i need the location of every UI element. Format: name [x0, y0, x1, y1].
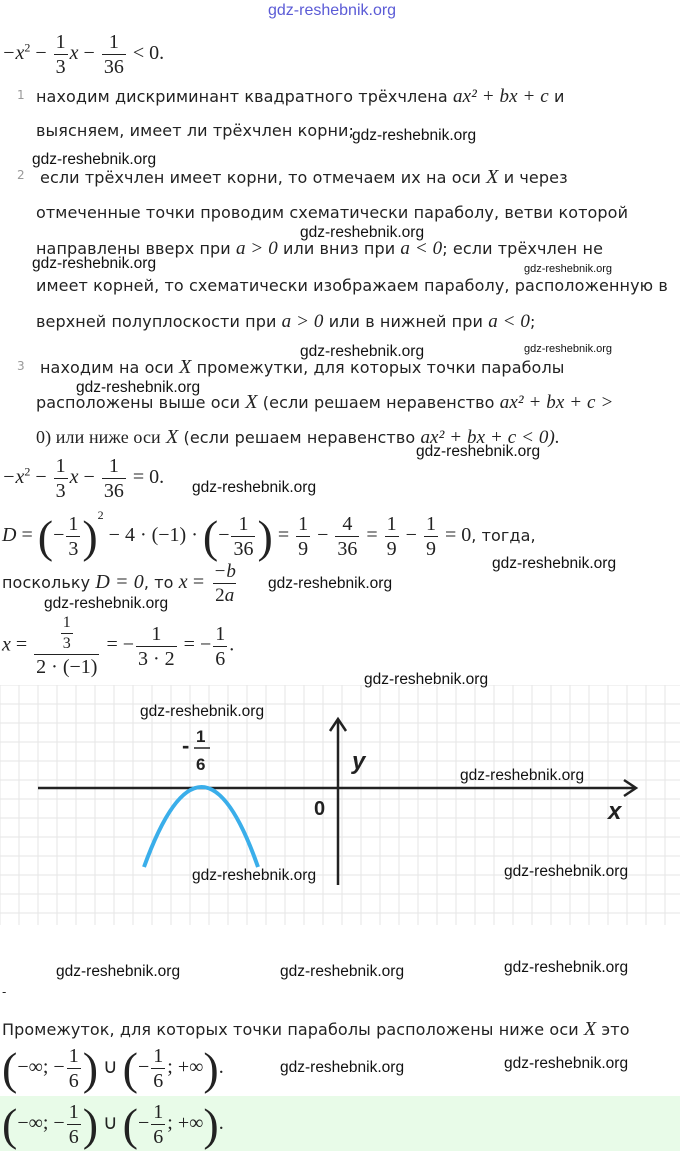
site-header[interactable]: gdz-reshebnik.org	[268, 2, 397, 19]
watermark: gdz-reshebnik.org	[192, 867, 317, 884]
step-3-line-3: 0) или ниже оси X (если решаем неравенство ax² + bx + c < 0).	[36, 426, 560, 448]
watermark: gdz-reshebnik.org	[524, 343, 613, 355]
watermark: gdz-reshebnik.org	[32, 151, 157, 168]
step-1-line-2: выясняем, имеет ли трёхчлен корни;	[36, 121, 355, 140]
step-2-line-3: направлены вверх при a > 0 или вниз при a < 0; если трёхчлен не	[36, 238, 604, 259]
vertex-label-denominator: 6	[196, 755, 206, 774]
conclusion-text: Промежуток, для которых точки параболы расположены ниже оси X это	[2, 1018, 630, 1040]
interval-answer: (−∞; − $\frac{1}{6}$ ) ∪ (− $\frac{1}{6}$ ; +∞).	[2, 1043, 224, 1094]
watermark: gdz-reshebnik.org	[504, 959, 629, 976]
watermark: gdz-reshebnik.org	[268, 575, 393, 592]
quadratic-equation: $-x^2$ − $\frac{1}{3}$ x − $\frac{1}{36}$ = 0.	[2, 455, 165, 502]
step-1-line-1: находим дискриминант квадратного трёхчлена ax² + bx + c и	[36, 86, 565, 107]
y-axis-label: y	[352, 748, 366, 775]
watermark: gdz-reshebnik.org	[352, 127, 477, 144]
watermark: gdz-reshebnik.org	[32, 255, 157, 272]
step-3-line-2: расположены выше оси X (если решаем неравенство ax² + bx + c >	[36, 391, 614, 413]
watermark: gdz-reshebnik.org	[416, 443, 541, 460]
watermark: gdz-reshebnik.org	[300, 224, 425, 241]
watermark: gdz-reshebnik.org	[280, 963, 405, 980]
step-3-number: 3	[17, 359, 25, 373]
watermark: gdz-reshebnik.org	[56, 963, 181, 980]
watermark: gdz-reshebnik.org	[140, 703, 265, 720]
watermark: gdz-reshebnik.org	[492, 555, 617, 572]
step-3-line-1: находим на оси X промежутки, для которых точки параболы	[40, 356, 565, 378]
watermark: gdz-reshebnik.org	[504, 863, 629, 880]
separator-dash: -	[2, 985, 7, 999]
step-2-line-4: имеет корней, то схематически изображаем параболу, расположенную в	[36, 276, 668, 295]
step-2-line-1: если трёхчлен имеет корни, то отмечаем их на оси X и через	[40, 166, 568, 188]
watermark: gdz-reshebnik.org	[364, 671, 489, 688]
step-2-line-2: отмеченные точки проводим схематически параболу, ветви которой	[36, 203, 629, 222]
watermark: gdz-reshebnik.org	[460, 767, 585, 784]
vertex-x-calculation: x = $\frac{\frac{1}{3}}{2 \cdot (-1)}$ = − $\frac{1}{3 \cdot 2}$ = − $\frac{1}{6}$ .	[2, 614, 235, 678]
final-answer: (−∞; − $\frac{1}{6}$ ) ∪ (− $\frac{1}{6}$ ; +∞).	[2, 1099, 224, 1150]
vertex-formula-line: поскольку D = 0, то x = $\frac{-b}{2a}$	[2, 561, 236, 606]
top-inequality: $-x^2$ − $\frac{1}{3}$ x − $\frac{1}{36}$ < 0.	[2, 31, 165, 78]
watermark: gdz-reshebnik.org	[192, 479, 317, 496]
parabola-graph	[0, 685, 680, 930]
watermark: gdz-reshebnik.org	[76, 379, 201, 396]
x-axis-label: x	[608, 798, 622, 825]
watermark: gdz-reshebnik.org	[504, 1055, 629, 1072]
step-2-line-5: верхней полуплоскости при a > 0 или в нижней при a < 0;	[36, 311, 536, 332]
origin-label: 0	[314, 798, 326, 820]
watermark: gdz-reshebnik.org	[44, 595, 169, 612]
watermark: gdz-reshebnik.org	[280, 1059, 405, 1076]
discriminant-calculation: D = (− $\frac{1}{3}$ )$^2$ − 4 · (−1) · (− $\frac{1}{36}$ ) = $\frac{1}{9}$ − $\frac{4}{36}$ = $\frac{1}{9}$ − $\frac{1}{9}$ = 0, тогда,	[2, 508, 536, 562]
step-1-number: 1	[17, 88, 25, 102]
vertex-label-numerator: 1	[196, 727, 206, 746]
step-2-number: 2	[17, 168, 25, 182]
watermark: gdz-reshebnik.org	[300, 343, 425, 360]
vertex-label-minus: -	[182, 733, 190, 758]
watermark: gdz-reshebnik.org	[524, 263, 613, 275]
